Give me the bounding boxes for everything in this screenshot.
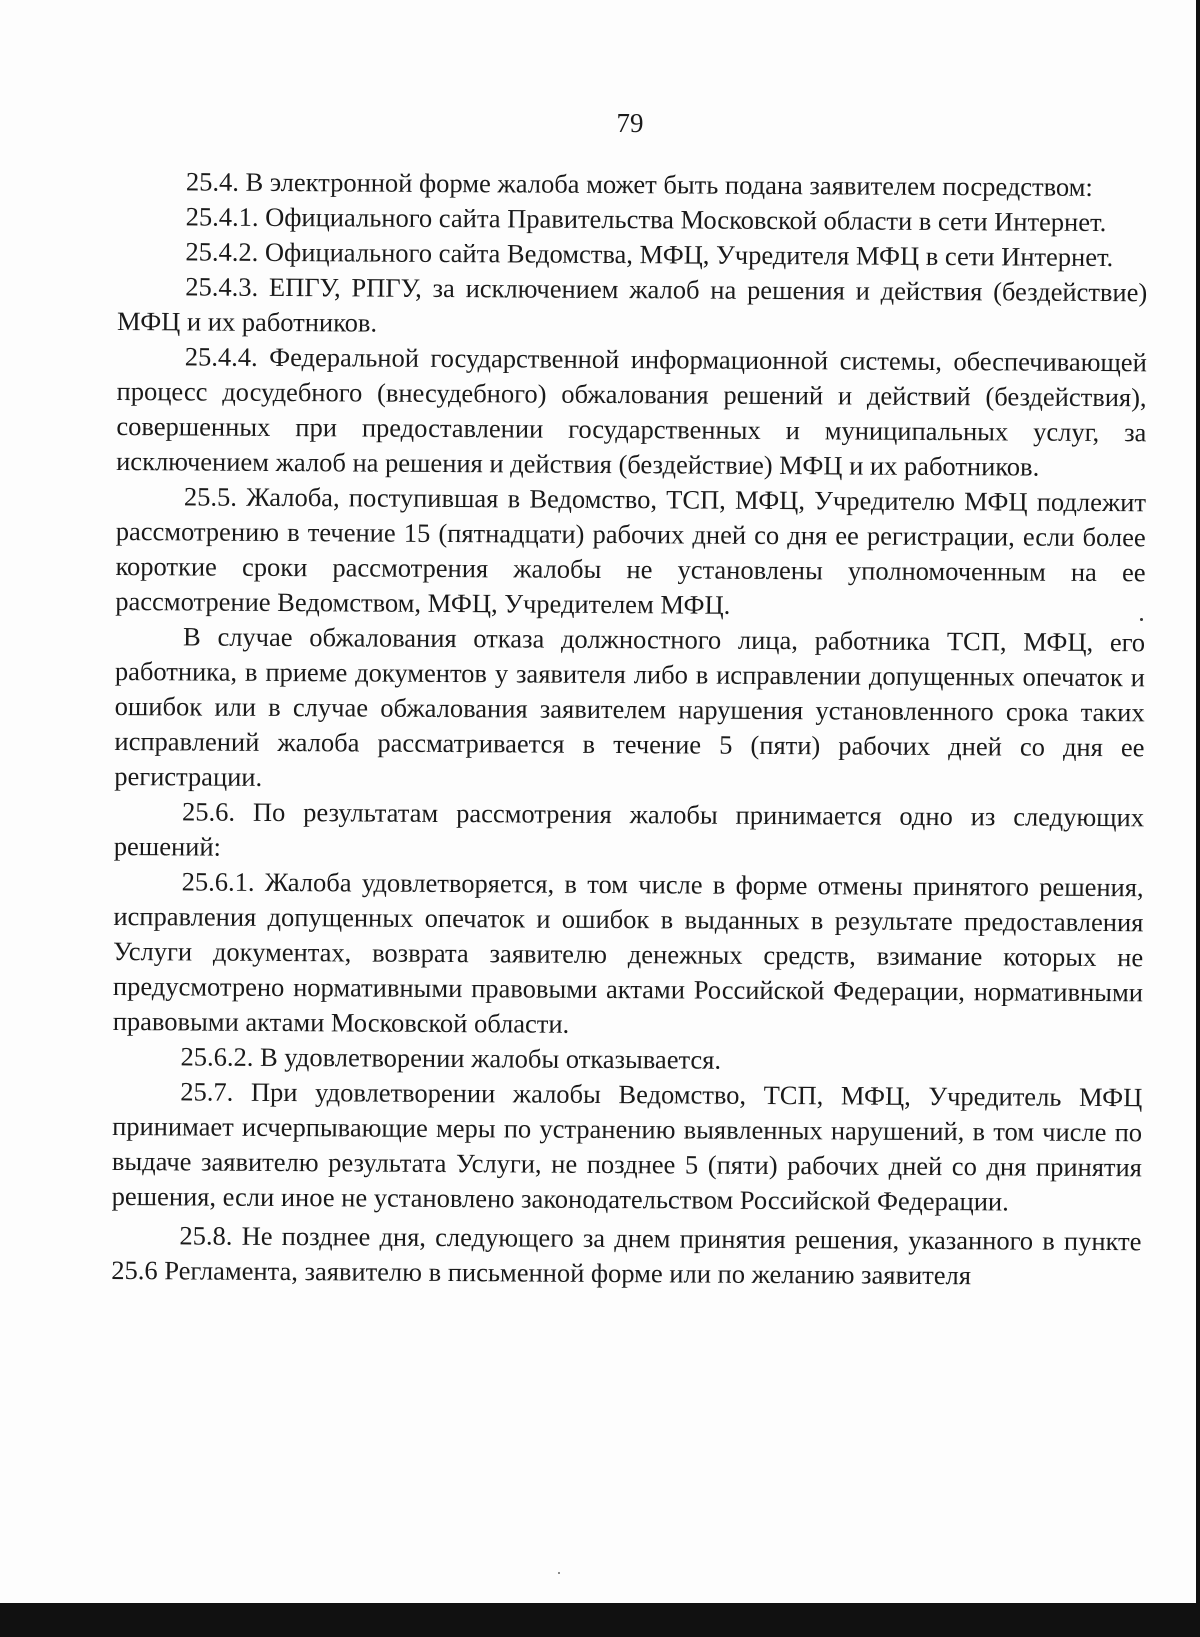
paragraph-25-4: 25.4. В электронной форме жалоба может быть подана заявителем посредством: <box>185 166 1093 202</box>
scan-edge-bottom <box>0 1603 1200 1637</box>
paragraph-25-5-appeal: В случае обжалования отказа должностного лица, работника ТСП, МФЦ, его работника, в приеме документов у заявителя либо в исправлении допущенных опечаток и ошибок или в случае обжалования заявителем нарушения установленного срока таких исправлений жалоба рассматривается в течение 5 (пяти) рабочих дней со дня ее регистрации. <box>114 621 1146 792</box>
scan-dot <box>1140 618 1143 621</box>
paragraph-25-6: 25.6. По результатам рассмотрения жалобы принимается одно из следующих решений: <box>113 796 1145 862</box>
paragraph-25-6-1: 25.6.1. Жалоба удовлетворяется, в том числе в форме отмены принятого решения, исправления допущенных опечаток и ошибок в выданных в результате предоставления Услуги документах, возврата заявителю денежных средств, взимание которых не предусмотрено нормативными правовыми актами Российской Федерации, нормативными правовыми актами Московской области. <box>112 866 1144 1039</box>
paragraph-25-8: 25.8. Не позднее дня, следующего за днем принятия решения, указанного в пункте 25.6 Регламента, заявителю в письменной форме или по желанию заявителя <box>111 1220 1142 1291</box>
paragraph-25-7: 25.7. При удовлетворении жалобы Ведомство, ТСП, МФЦ, Учредитель МФЦ принимает исчерпывающие меры по устранению выявленных нарушений, в том числе по выдаче заявителю результата Услуги, не позднее 5 (пяти) рабочих дней со дня принятия решения, если иное не установлено законодательством Российской Федерации. <box>111 1076 1143 1217</box>
scan-edge-right <box>1196 0 1200 1637</box>
paragraph-25-5: 25.5. Жалоба, поступившая в Ведомство, ТСП, МФЦ, Учредителю МФЦ подлежит рассмотрению в течение 15 (пятнадцати) рабочих дней со дня ее регистрации, если более короткие сроки рассмотрения жалобы не установлены уполномоченным на ее рассмотрение Ведомством, МФЦ, Учредителем МФЦ. <box>115 481 1147 620</box>
paragraph-25-6-2: 25.6.2. В удовлетворении жалобы отказывается. <box>180 1041 722 1075</box>
paragraph-25-4-3: 25.4.3. ЕПГУ, РПГУ, за исключением жалоб на решения и действия (бездействие) МФЦ и их работников. <box>116 271 1148 338</box>
paragraph-25-4-4: 25.4.4. Федеральной государственной информационной системы, обеспечивающей процесс досудебного (внесудебного) обжалования решений и действий (бездействия), совершенных при предоставлении государственных и муниципальных услуг, за исключением жалоб на решения и действия (бездействие) МФЦ и их работников. <box>116 341 1147 482</box>
page-number: 79 <box>616 108 644 138</box>
scan-speck <box>558 1572 560 1574</box>
document-body <box>111 164 1148 1294</box>
paragraph-25-4-1: 25.4.1. Официального сайта Правительства Московской области в сети Интернет. <box>185 201 1107 238</box>
paragraph-25-4-2: 25.4.2. Официального сайта Ведомства, МФЦ, Учредителя МФЦ в сети Интернет. <box>185 236 1114 273</box>
